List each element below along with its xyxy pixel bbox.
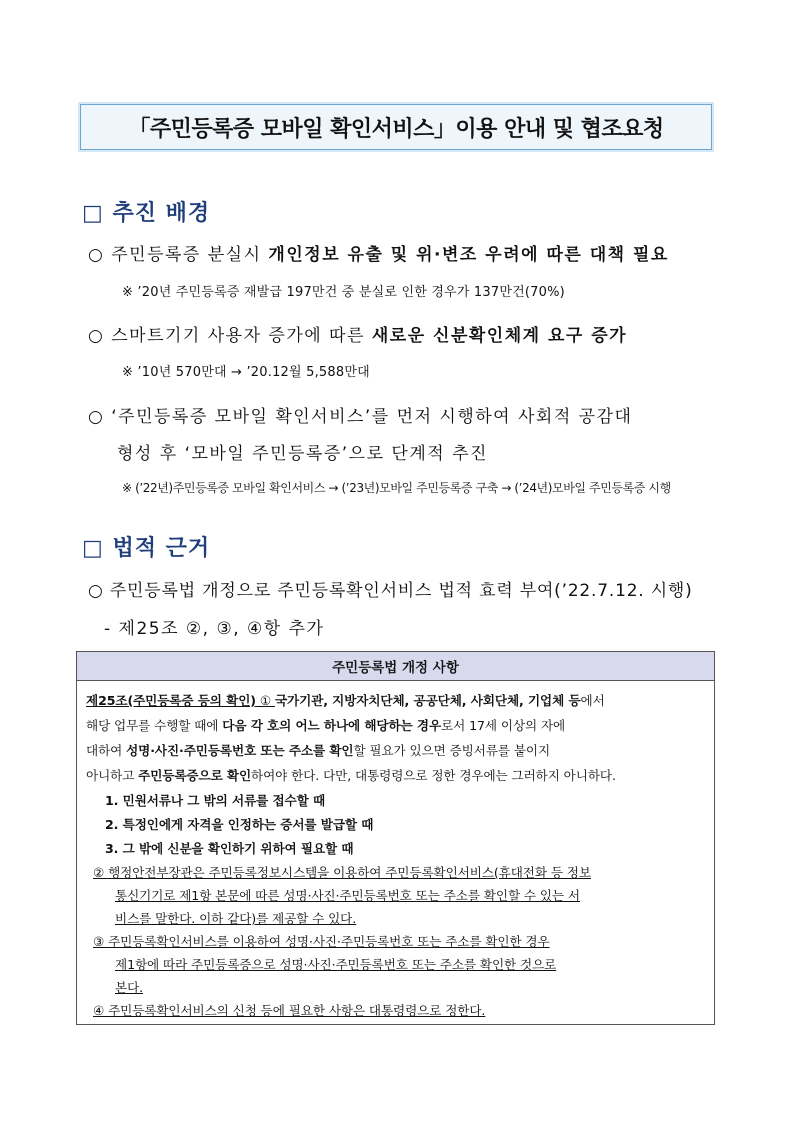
bold-text: 다음 각 호의 어느 하나에 해당하는 경우 [222,718,442,733]
text: 하여야 한다. 다만, 대통령령으로 정한 경우에는 그러하지 아니하다. [251,768,616,783]
law-clause-1-line4 [86,765,616,784]
bullet-mobile-service-line2: 형성 후 ‘모바일 주민등록증’으로 단계적 추진 [117,444,488,464]
law-clause-1-line3 [86,740,550,759]
bold-text: 성명·사진·주민등록번호 또는 주소를 확인 [126,743,354,758]
article-title: 제25조(주민등록증 등의 확인) [86,693,256,708]
text: 대하여 [86,743,127,758]
bullet-text: ○ 스마트기기 사용자 증가에 따른 [88,326,372,346]
bullet-bold-text: 개인정보 유출 및 위·변조 우려에 따른 대책 필요 [268,245,669,265]
text: 할 필요가 있으면 증빙서류를 붙이지 [353,743,551,758]
law-clause-4-line1: ④ 주민등록확인서비스의 신청 등에 필요한 사항은 대통령령으로 정한다. [93,1003,486,1018]
bullet-lost-id-card [88,240,669,265]
note-device-stats: ※ ’10년 570만대 → ’20.12월 5,588만대 [122,365,370,380]
law-box-header: 주민등록법 개정 사항 [77,652,714,681]
note-reissue-stats: ※ ’20년 주민등록증 재발급 197만건 중 분실로 인한 경우가 137만건(70%) [122,285,565,300]
law-amendment-box [76,651,715,1025]
law-clause-2-line1: ② 행정안전부장관은 주민등록정보시스템을 이용하여 주민등록확인서비스(휴대전화 등 정보 [93,865,591,880]
law-clause-2-line2: 통신기기로 제1항 본문에 따른 성명·사진·주민등록번호 또는 주소를 확인할 수 있는 서 [115,888,580,903]
sub-bullet-article25: - 제25조 ②, ③, ④항 추가 [104,619,325,639]
law-clause-3-line1: ③ 주민등록확인서비스를 이용하여 성명·사진·주민등록번호 또는 주소를 확인한 경우 [93,934,550,949]
section-heading-legal-basis: □ 법적 근거 [82,536,211,561]
bold-text: 국가기관, 지방자치단체, 공공단체, 사회단체, 기업체 등 [274,693,581,708]
bullet-text: ○ 주민등록증 분실시 [88,245,269,265]
law-clause-2-line3: 비스를 말한다. 이하 같다)를 제공할 수 있다. [115,911,357,926]
document-title-text: 「주민등록증 모바일 확인서비스」이용 안내 및 협조요청 [128,116,664,142]
law-clause-3-line3: 본다. [115,980,144,995]
bullet-mobile-service-line1: ○ ‘주민등록증 모바일 확인서비스’를 먼저 시행하여 사회적 공감대 [88,407,633,427]
text: 로서 17세 이상의 자에 [441,718,566,733]
bold-text: 주민등록증으로 확인 [138,768,252,783]
bullet-smart-devices [88,321,627,346]
bullet-law-amendment: ○ 주민등록법 개정으로 주민등록확인서비스 법적 효력 부여(’22.7.12. 시행) [88,581,693,601]
clause-number: ① [255,693,275,708]
text: 에서 [580,693,605,708]
law-clause-1-line2 [86,715,565,734]
law-clause-1-line1 [86,690,605,709]
law-clause-3-line2: 제1항에 따라 주민등록증으로 성명·사진·주민등록번호 또는 주소를 확인한 것으로 [115,957,557,972]
law-item-1: 1. 민원서류나 그 밖의 서류를 접수할 때 [105,793,326,808]
text: 아니하고 [86,768,139,783]
bullet-bold-text: 새로운 신분확인체계 요구 증가 [371,326,628,346]
law-item-3: 3. 그 밖에 신분을 확인하기 위하여 필요할 때 [105,841,354,856]
document-title [80,104,712,150]
law-item-2: 2. 특정인에게 자격을 인정하는 증서를 발급할 때 [105,817,374,832]
section-heading-background: □ 추진 배경 [82,201,211,226]
note-roadmap: ※ (’22년)주민등록증 모바일 확인서비스 → (’23년)모바일 주민등록증 구축 → (’24년)모바일 주민등록증 시행 [122,481,671,495]
text: 해당 업무를 수행할 때에 [86,718,223,733]
